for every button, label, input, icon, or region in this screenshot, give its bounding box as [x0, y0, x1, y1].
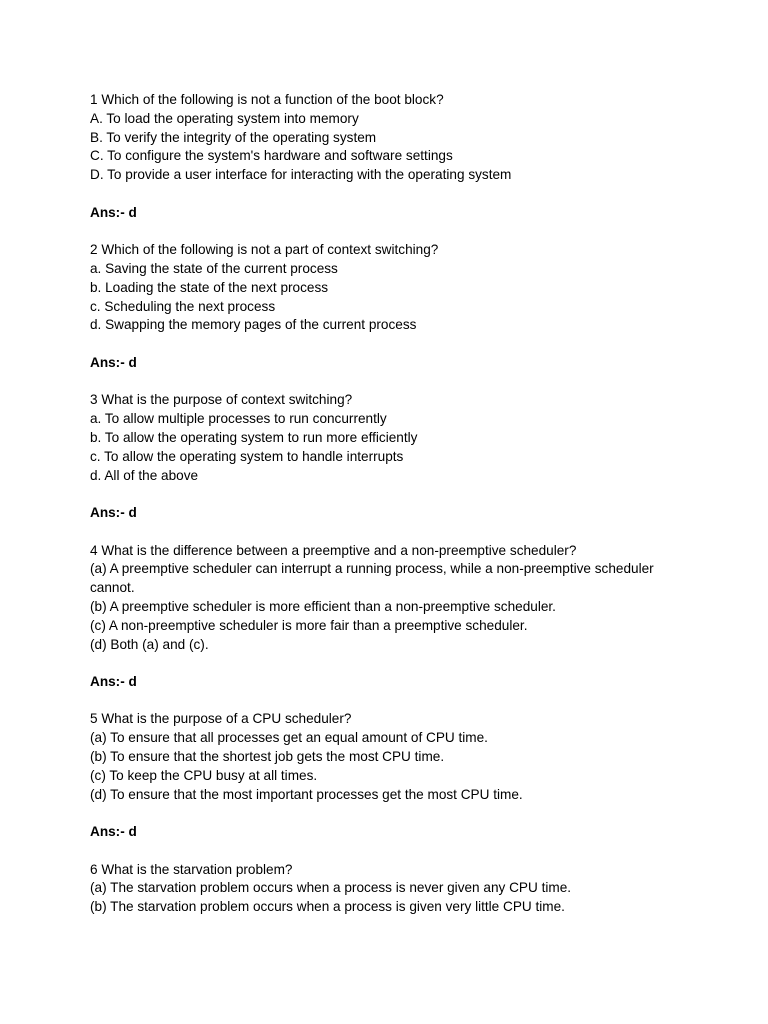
- option: (b) A preemptive scheduler is more efficient than a non-preemptive scheduler.: [90, 598, 556, 614]
- option: B. To verify the integrity of the operating system: [90, 129, 377, 145]
- option: b. To allow the operating system to run more efficiently: [90, 429, 418, 445]
- option: (d) Both (a) and (c).: [90, 636, 209, 652]
- option: d. Swapping the memory pages of the current process: [90, 317, 417, 333]
- answer: Ans:- d: [90, 354, 137, 370]
- answer: Ans:- d: [90, 824, 137, 840]
- document-page: [90, 91, 690, 936]
- question-1: [90, 91, 690, 185]
- question-5: [90, 710, 690, 804]
- option: (c) To keep the CPU busy at all times.: [90, 767, 318, 783]
- option: c. Scheduling the next process: [90, 298, 276, 314]
- option: (b) The starvation problem occurs when a process is given very little CPU time.: [90, 899, 565, 915]
- question-2: [90, 241, 690, 335]
- option: D. To provide a user interface for interacting with the operating system: [90, 167, 512, 183]
- answer: Ans:- d: [90, 204, 137, 220]
- option: (a) To ensure that all processes get an equal amount of CPU time.: [90, 730, 488, 746]
- option: d. All of the above: [90, 467, 199, 483]
- question-6: [90, 861, 690, 917]
- option: (c) A non-preemptive scheduler is more fair than a preemptive scheduler.: [90, 617, 528, 633]
- option: (b) To ensure that the shortest job gets the most CPU time.: [90, 749, 445, 765]
- question-text: 2 Which of the following is not a part of context switching?: [90, 242, 439, 258]
- option: (a) The starvation problem occurs when a process is never given any CPU time.: [90, 880, 572, 896]
- question-text: 5 What is the purpose of a CPU scheduler?: [90, 711, 352, 727]
- answer: Ans:- d: [90, 673, 137, 689]
- question-text: 1 Which of the following is not a function of the boot block?: [90, 92, 444, 107]
- option: (a) A preemptive scheduler can interrupt a running process, while a non-preemptive scheduler cannot.: [90, 561, 654, 596]
- option: A. To load the operating system into memory: [90, 110, 359, 126]
- option: b. Loading the state of the next process: [90, 279, 329, 295]
- option: a. To allow multiple processes to run concurrently: [90, 411, 387, 427]
- option: C. To configure the system's hardware and software settings: [90, 148, 453, 164]
- option: (d) To ensure that the most important processes get the most CPU time.: [90, 786, 523, 802]
- option: a. Saving the state of the current process: [90, 260, 338, 276]
- question-text: 6 What is the starvation problem?: [90, 861, 293, 877]
- question-3: [90, 391, 690, 485]
- option: c. To allow the operating system to handle interrupts: [90, 448, 404, 464]
- question-text: 4 What is the difference between a preemptive and a non-preemptive scheduler?: [90, 542, 577, 558]
- answer: Ans:- d: [90, 504, 137, 520]
- question-4: [90, 542, 690, 655]
- question-text: 3 What is the purpose of context switching?: [90, 392, 353, 408]
